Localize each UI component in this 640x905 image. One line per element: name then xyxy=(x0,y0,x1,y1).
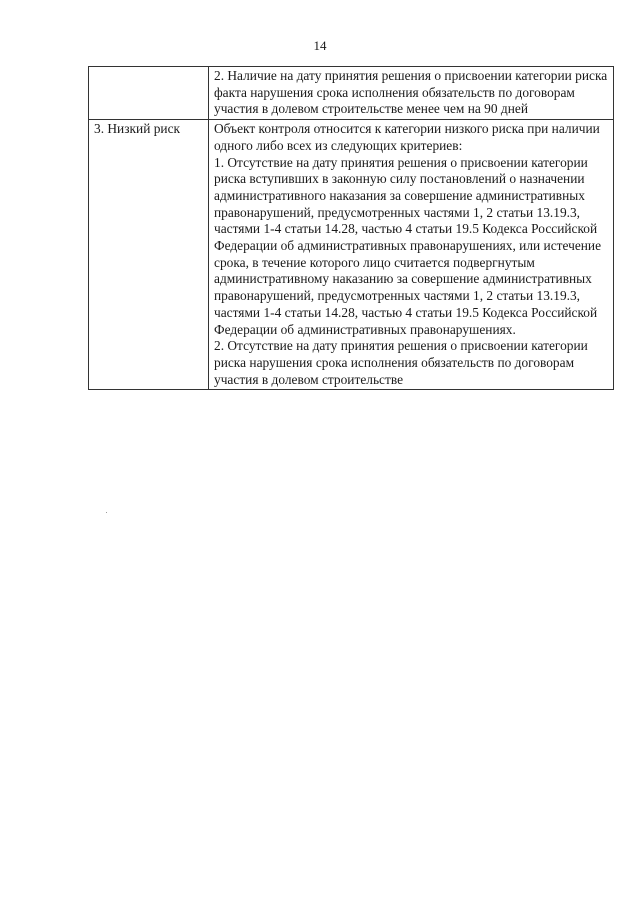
criteria-intro-paragraph: Объект контроля относится к категории низкого риска при наличии одного либо всех из следующих критериев: xyxy=(214,121,600,153)
criterion-paragraph: 2. Отсутствие на дату принятия решения о присвоении категории риска нарушения срока исполнения обязательств по договорам участия в долевом строительстве xyxy=(214,338,588,387)
risk-category-cell: 3. Низкий риск xyxy=(89,120,209,390)
risk-category-cell xyxy=(89,67,209,120)
table-row xyxy=(89,120,614,390)
criteria-cell xyxy=(209,120,614,390)
table-row xyxy=(89,67,614,120)
page-number: 14 xyxy=(313,38,327,53)
criterion-paragraph: 1. Отсутствие на дату принятия решения о присвоении категории риска вступивших в законную силу постановлений о назначении административного наказания за совершение административных правонарушений, предусмотренных частями 1, 2 статьи 13.19.3, частями 1-4 статьи 14.28, частью 4 статьи 19.5 Кодекса Российской Федерации об административных правонарушениях, или истечение срока, в течение которого лицо считается подвергнутым административному наказанию за совершение административных правонарушений, предусмотренных частями 1, 2 статьи 13.19.3, частями 1-4 статьи 14.28, частью 4 статьи 19.5 Кодекса Российской Федерации об административных правонарушениях. xyxy=(214,154,602,337)
scan-artifact-dot xyxy=(106,512,107,513)
criteria-cell xyxy=(209,67,614,120)
criterion-paragraph: 2. Наличие на дату принятия решения о присвоении категории риска факта нарушения срока исполнения обязательств по договорам участия в долевом строительстве менее чем на 90 дней xyxy=(214,68,608,117)
risk-criteria-table xyxy=(88,66,614,390)
